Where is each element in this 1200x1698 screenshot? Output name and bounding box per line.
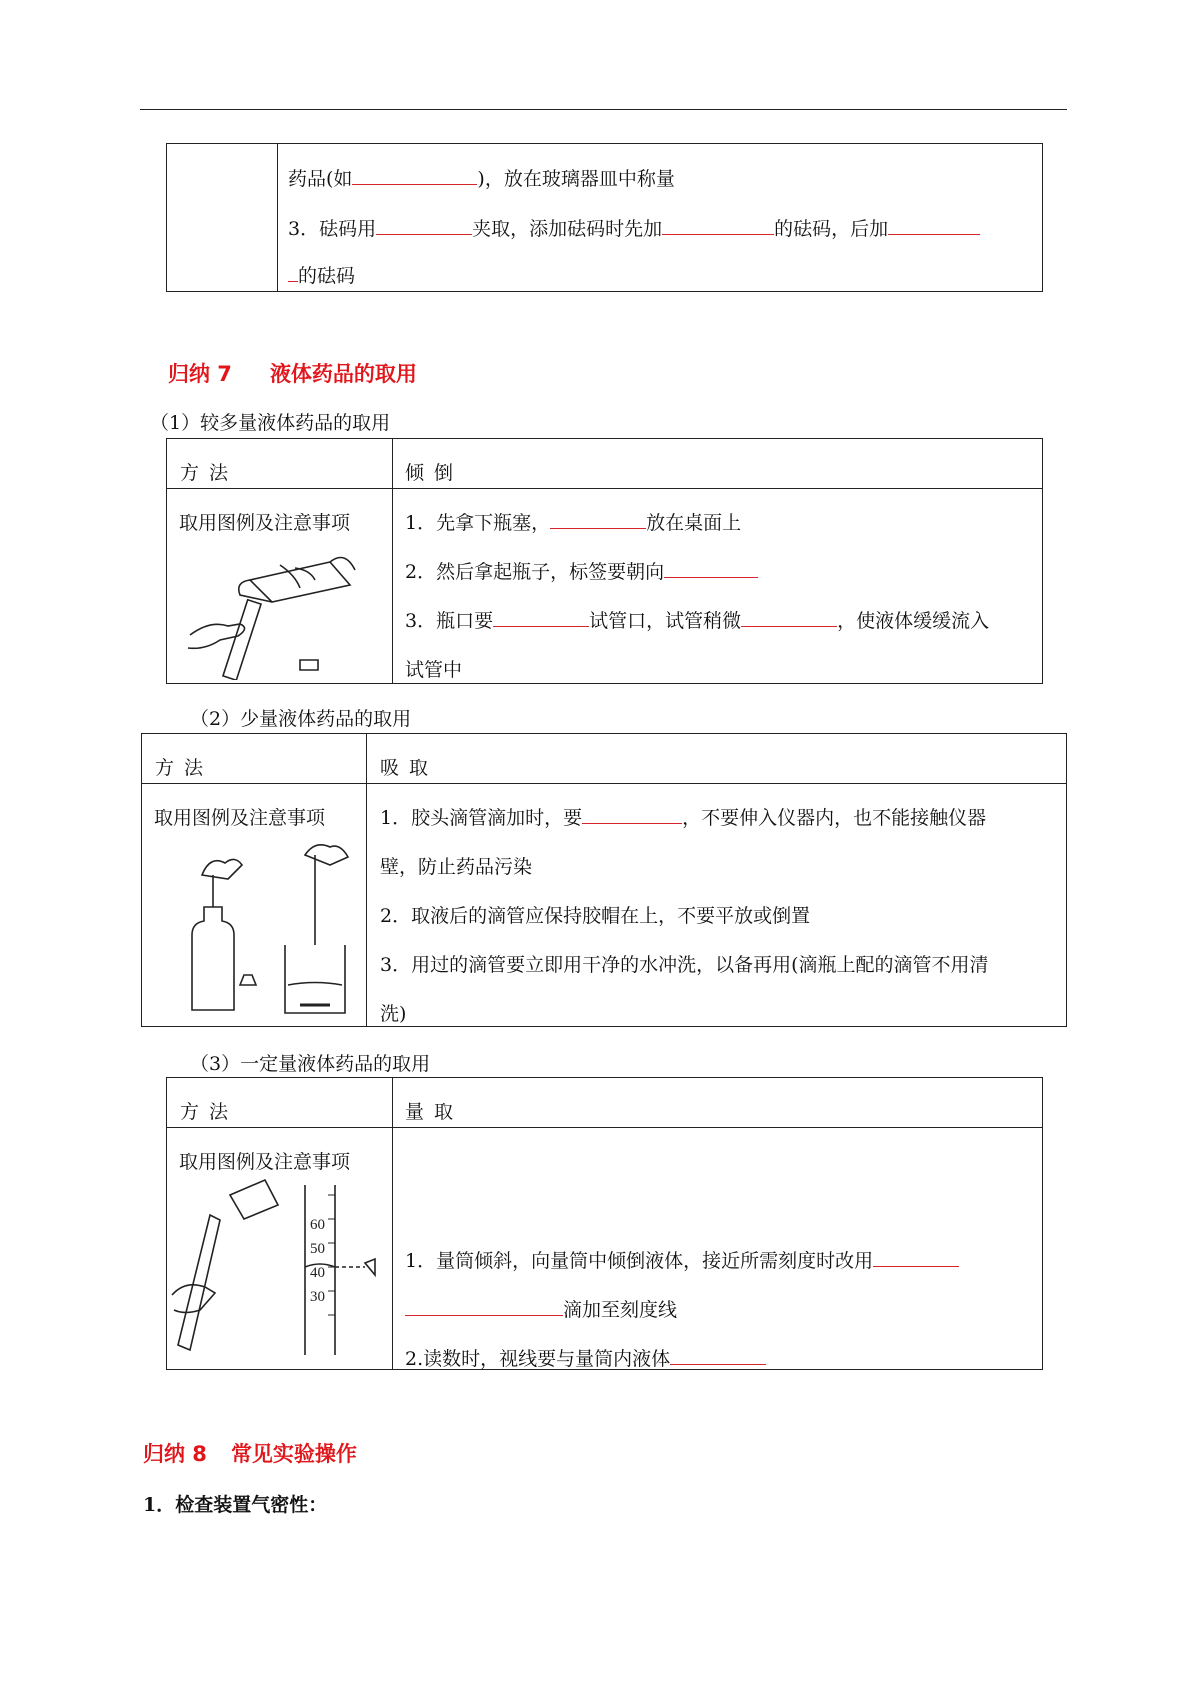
fill-blank[interactable] bbox=[662, 216, 774, 235]
fill-blank[interactable] bbox=[493, 608, 589, 627]
balance-line-1 bbox=[288, 164, 675, 191]
dropper-item-3b: 洗) bbox=[380, 1003, 407, 1025]
text: 1．胶头滴管滴加时，要 bbox=[380, 807, 583, 829]
measuring-cylinder-illustration bbox=[170, 1175, 390, 1360]
balance-line-3 bbox=[288, 261, 355, 288]
fill-blank[interactable] bbox=[376, 216, 472, 235]
pour-item-4: 试管中 bbox=[405, 659, 463, 681]
dropper-item-3: 3．用过的滴管要立即用干净的水冲洗，以备再用(滴瓶上配的滴管不用清 bbox=[380, 954, 989, 976]
fill-blank[interactable] bbox=[664, 559, 758, 578]
section8-heading bbox=[143, 1438, 357, 1468]
text: 的砝码 bbox=[298, 265, 356, 287]
pour-item-1 bbox=[405, 508, 741, 535]
fill-blank[interactable] bbox=[352, 166, 477, 185]
measure-item-1 bbox=[405, 1246, 959, 1273]
text: 2.读数时，视线要与量筒内液体 bbox=[405, 1348, 671, 1370]
part3-caption: （3）一定量液体药品的取用 bbox=[190, 1053, 431, 1075]
measure-item-1b bbox=[405, 1295, 677, 1322]
part1-caption: （1）较多量液体药品的取用 bbox=[150, 412, 391, 434]
part2-caption: （2）少量液体药品的取用 bbox=[190, 708, 412, 730]
fill-blank[interactable] bbox=[670, 1346, 766, 1365]
text: 放在桌面上 bbox=[646, 512, 742, 534]
section7-heading bbox=[168, 358, 417, 388]
text: 试管口，试管稍微 bbox=[589, 610, 742, 632]
heading-title: 液体药品的取用 bbox=[269, 362, 417, 386]
text: 滴加至刻度线 bbox=[563, 1299, 678, 1321]
col-header-method: 方 法 bbox=[155, 757, 206, 779]
col-header-pour: 倾 倒 bbox=[405, 462, 456, 484]
col-header-method: 方 法 bbox=[180, 462, 231, 484]
cylinder-scale bbox=[328, 1195, 335, 1315]
text: )，放在玻璃器皿中称量 bbox=[477, 168, 675, 190]
col-header-method: 方 法 bbox=[180, 1101, 231, 1123]
dropper-item-1 bbox=[380, 803, 986, 830]
row-label: 取用图例及注意事项 bbox=[179, 1151, 351, 1173]
pour-item-3 bbox=[405, 606, 989, 633]
row-label: 取用图例及注意事项 bbox=[179, 512, 351, 534]
dropper-item-2: 2．取液后的滴管应保持胶帽在上，不要平放或倒置 bbox=[380, 905, 811, 927]
fill-blank[interactable] bbox=[888, 216, 980, 235]
balance-line-2 bbox=[288, 214, 980, 241]
text: 的砝码，后加 bbox=[774, 218, 889, 240]
text: 3．砝码用 bbox=[288, 218, 377, 240]
fill-blank[interactable] bbox=[405, 1297, 563, 1316]
heading-title: 常见实验操作 bbox=[230, 1442, 357, 1466]
fill-blank[interactable] bbox=[582, 805, 682, 824]
text: 夹取，添加砝码时先加 bbox=[472, 218, 663, 240]
scale-label: 40 bbox=[310, 1265, 325, 1281]
heading-number: 归纳 7 bbox=[168, 362, 232, 386]
pour-item-2 bbox=[405, 557, 758, 584]
text: ，不要伸入仪器内，也不能接触仪器 bbox=[682, 807, 987, 829]
scale-label: 50 bbox=[310, 1241, 325, 1257]
fill-blank[interactable] bbox=[550, 510, 646, 529]
pouring-illustration bbox=[180, 540, 380, 680]
dropper-item-1b: 壁，防止药品污染 bbox=[380, 856, 533, 878]
col-header-measure: 量 取 bbox=[405, 1101, 456, 1123]
col-header-draw: 吸 取 bbox=[380, 757, 431, 779]
fill-blank[interactable] bbox=[288, 263, 298, 282]
heading-number: 归纳 8 bbox=[143, 1442, 207, 1466]
text: 3．瓶口要 bbox=[405, 610, 494, 632]
text: ，使液体缓缓流入 bbox=[837, 610, 990, 632]
row-label: 取用图例及注意事项 bbox=[154, 807, 326, 829]
fill-blank[interactable] bbox=[873, 1248, 959, 1267]
text: 1．量筒倾斜，向量筒中倾倒液体，接近所需刻度时改用 bbox=[405, 1250, 874, 1272]
scale-label: 60 bbox=[310, 1217, 325, 1233]
section8-item-1: 1．检查装置气密性： bbox=[143, 1494, 328, 1516]
fill-blank[interactable] bbox=[741, 608, 837, 627]
measure-item-2 bbox=[405, 1344, 766, 1371]
text: 药品(如 bbox=[288, 168, 353, 190]
text: 2．然后拿起瓶子，标签要朝向 bbox=[405, 561, 665, 583]
scale-label: 30 bbox=[310, 1289, 325, 1305]
text: 1．先拿下瓶塞， bbox=[405, 512, 551, 534]
dropper-illustration bbox=[180, 835, 360, 1020]
header-rule bbox=[140, 109, 1067, 110]
